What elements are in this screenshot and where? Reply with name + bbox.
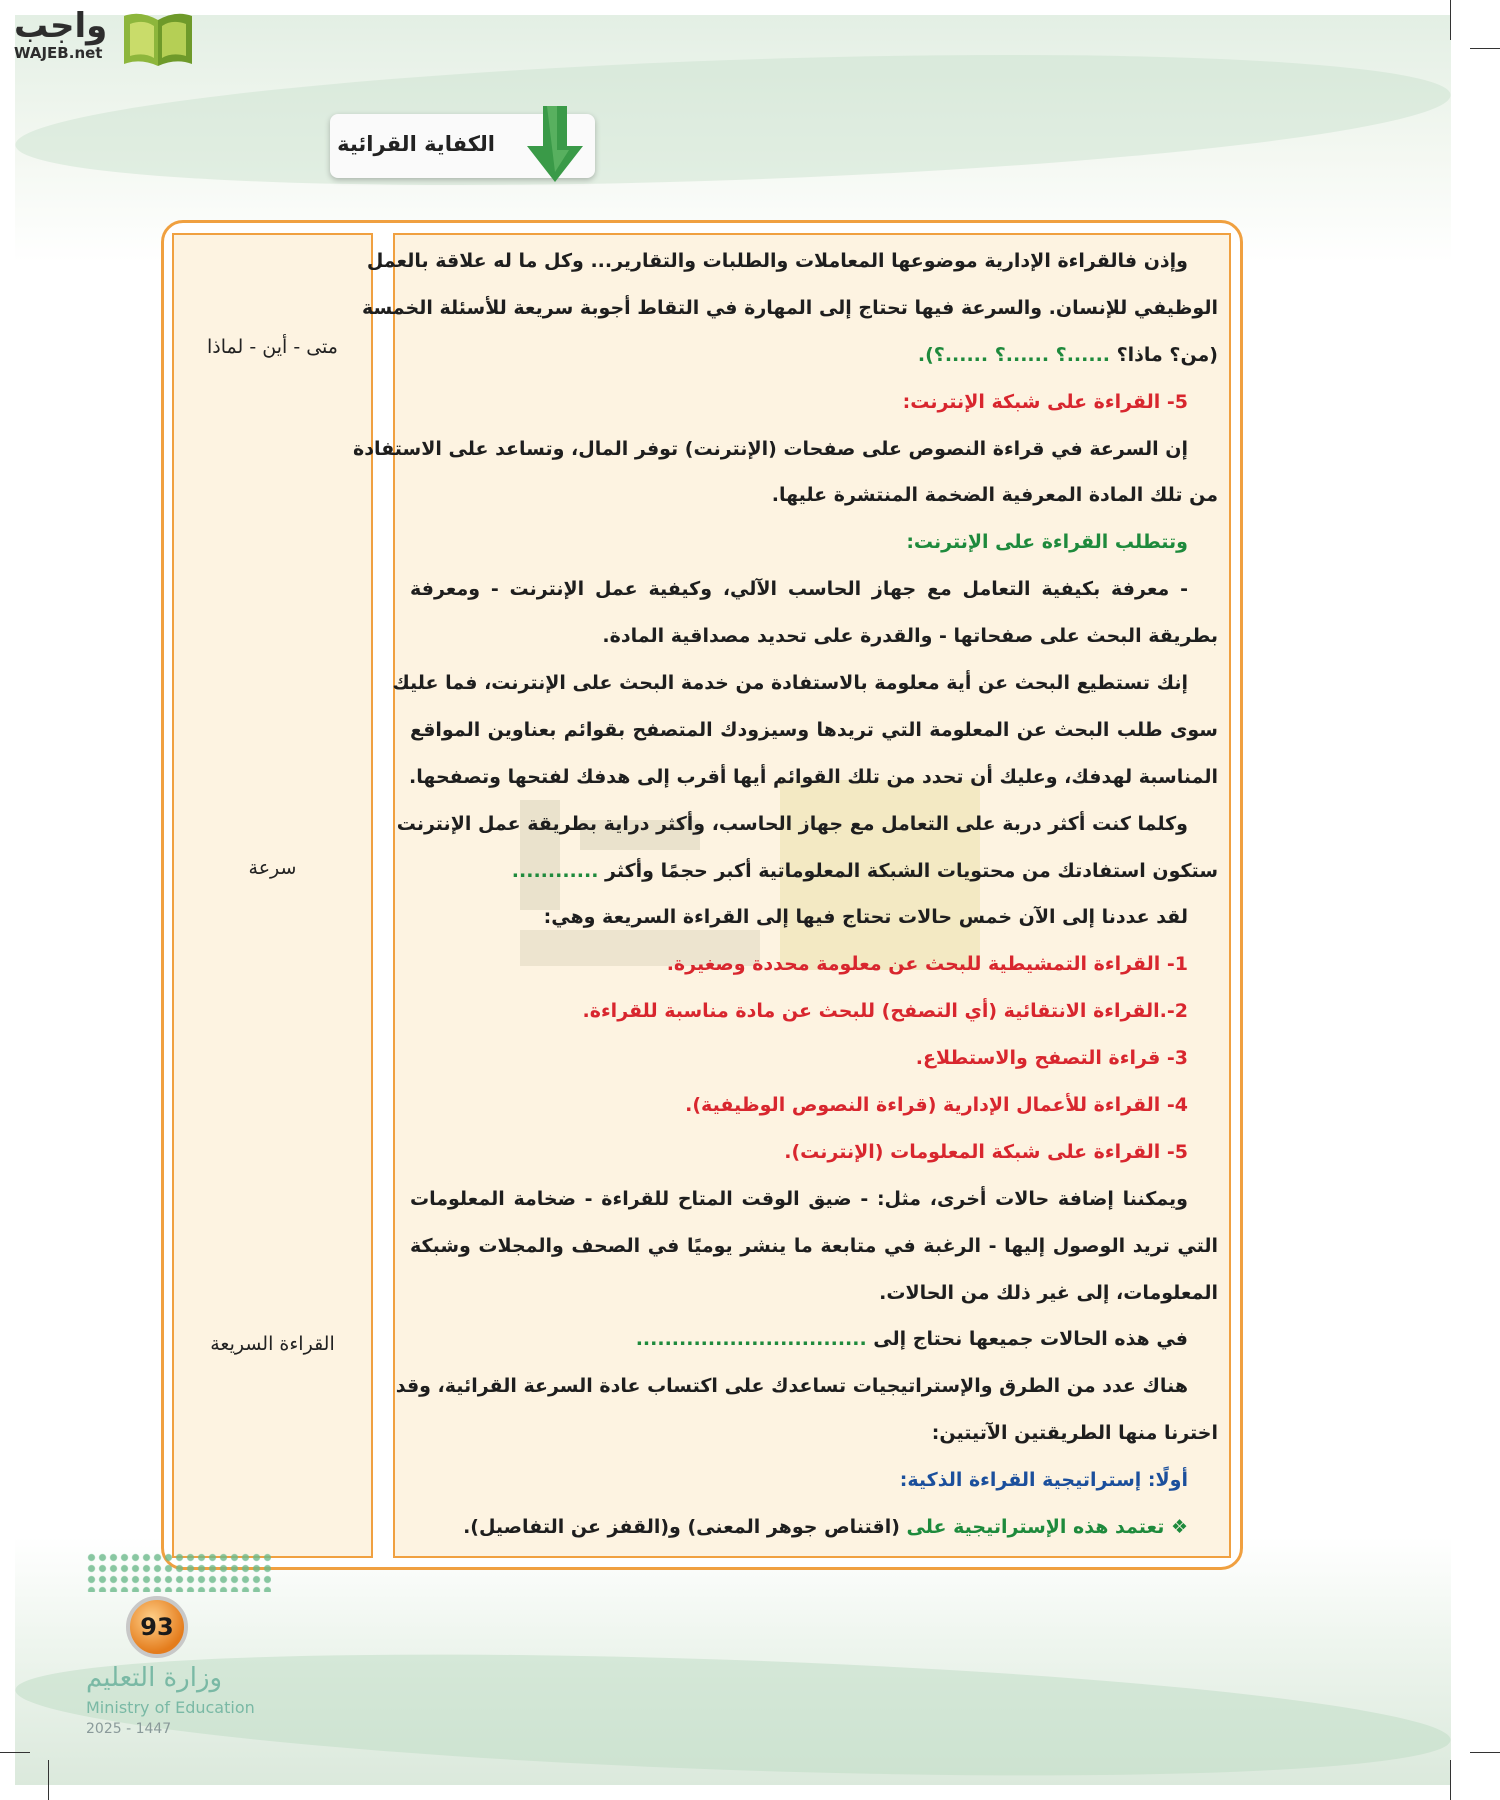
body-text [353,238,1218,1551]
text-fragment: ستكون استفادتك من محتويات الشبكة المعلوماتية أكبر حجمًا وأكثر [598,859,1218,882]
margin-note: متى - أين - لماذا [207,336,338,358]
ministry-name-arabic: وزارة التعليم [86,1663,223,1693]
list-item: 5- القراءة على شبكة المعلومات (الإنترنت). [784,1140,1188,1163]
section-title: الكفاية القرائية [337,132,495,156]
text-line: التي تريد الوصول إليها - الرغبة في متابعة ما ينشر يوميًا في الصحف والمجلات وشبكة [410,1234,1218,1257]
text-line: اخترنا منها الطريقتين الآتيتين: [931,1422,1218,1445]
wajeb-logo[interactable] [10,6,190,66]
ministry-dots-emblem [86,1552,271,1592]
text-line [410,848,1218,895]
list-item: 4- القراءة للأعمال الإدارية (قراءة النصوص الوظيفية). [685,1094,1188,1117]
bullet-text: ❖ تعتمد هذه الإستراتيجية على [899,1516,1188,1539]
ministry-name-english: Ministry of Education [86,1698,255,1717]
text-line: ويمكننا إضافة حالات أخرى، مثل: - ضيق الوقت المتاح للقراءة - ضخامة المعلومات [410,1187,1188,1210]
text-line [410,1504,1218,1551]
fill-in-blank[interactable]: ............ [511,859,599,882]
text-line: بطريقة البحث على صفحاتها - والقدرة على تحديد مصداقية المادة. [602,625,1218,648]
ministry-logo [86,1552,286,1752]
crop-mark [1450,1760,1451,1800]
crop-mark [48,1760,49,1800]
text-line: من تلك المادة المعرفية الضخمة المنتشرة عليها. [771,484,1218,507]
logo-latin: WAJEB.net [14,44,103,62]
crop-mark [1470,48,1500,49]
text-fragment: في هذه الحالات جميعها نحتاج إلى [866,1328,1188,1351]
text-line: المناسبة لهدفك، وعليك أن تحدد من تلك القوائم أيها أقرب إلى هدفك لفتحها وتصفحها. [409,765,1218,788]
page-number: 93 [126,1596,188,1658]
list-item: 1- القراءة التمشيطية للبحث عن معلومة محددة وصغيرة. [666,953,1188,976]
crop-mark [0,1752,30,1753]
text-line: هناك عدد من الطرق والإستراتيجيات تساعدك على اكتساب عادة السرعة القرائية، وقد [395,1375,1188,1398]
subheading: أولًا: إستراتيجية القراءة الذكية: [899,1469,1188,1492]
text-line: سوى طلب البحث عن المعلومة التي تريدها وسيزودك المتصفح بقوائم بعناوين المواقع [410,718,1218,741]
margin-note: سرعة [248,857,297,879]
crop-mark [1450,0,1451,40]
edition-year: 2025 - 1447 [86,1721,172,1737]
text-fragment: (اقتناص جوهر المعنى) و(القفز عن التفاصيل). [463,1516,900,1539]
text-line: وكلما كنت أكثر دربة على التعامل مع جهاز الحاسب، وأكثر دراية بطريقة عمل الإنترنت [396,812,1188,835]
text-fragment: (من؟ ماذا؟ [1110,343,1218,366]
text-line: الوظيفي للإنسان. والسرعة فيها تحتاج إلى المهارة في التقاط أجوبة سريعة للأسئلة الخمسة [361,296,1218,319]
text-line: وإذن فالقراءة الإدارية موضوعها المعاملات والطلبات والتقارير... وكل ما له علاقة بالعمل [366,250,1188,272]
text-line [410,332,1218,379]
logo-arabic: واجب [14,6,108,46]
text-line [410,1316,1218,1363]
list-item: 3- قراءة التصفح والاستطلاع. [915,1047,1188,1070]
subheading: وتتطلب القراءة على الإنترنت: [906,531,1188,554]
subheading: 5- القراءة على شبكة الإنترنت: [902,390,1188,413]
text-line: المعلومات، إلى غير ذلك من الحالات. [879,1281,1218,1304]
text-line: إنك تستطيع البحث عن أية معلومة بالاستفادة من خدمة البحث على الإنترنت، فما عليك [392,672,1188,695]
fill-in-blank[interactable]: ................................ [635,1328,867,1351]
text-line: لقد عددنا إلى الآن خمس حالات تحتاج فيها إلى القراءة السريعة وهي: [543,906,1188,929]
text-line: إن السرعة في قراءة النصوص على صفحات (الإنترنت) توفر المال، وتساعد على الاستفادة [353,437,1188,460]
fill-in-blank[interactable]: ......؟ ......؟ ......؟). [917,343,1111,366]
down-arrow-icon [525,106,585,184]
crop-mark [1470,1752,1500,1753]
text-line: - معرفة بكيفية التعامل مع جهاز الحاسب الآلي، وكيفية عمل الإنترنت - ومعرفة [410,578,1188,601]
list-item: 2-.القراءة الانتقائية (أي التصفح) للبحث عن مادة مناسبة للقراءة. [582,1000,1188,1023]
margin-note: القراءة السريعة [210,1333,335,1355]
margin-notes-column [172,233,373,1558]
book-icon [120,10,196,68]
